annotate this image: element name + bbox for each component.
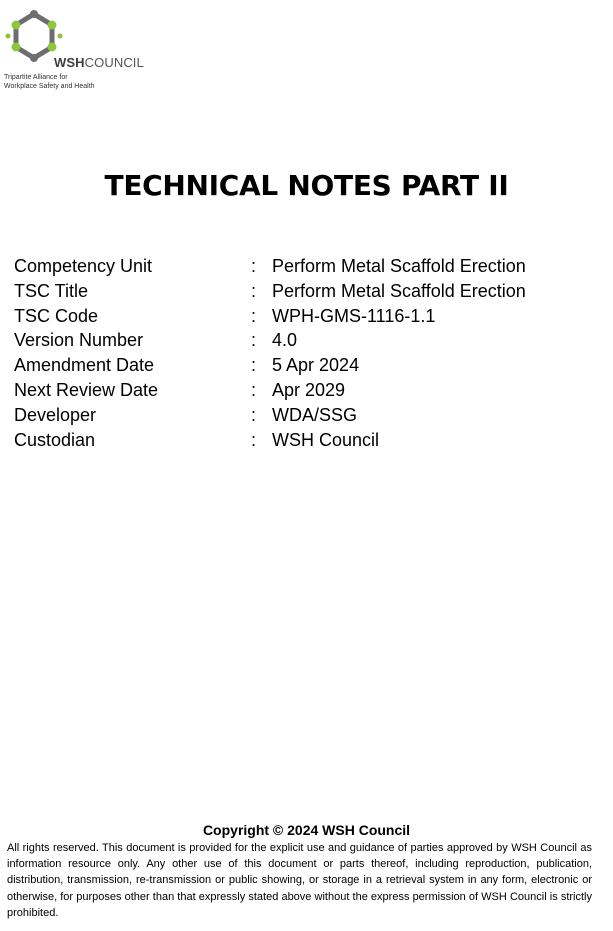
rights-statement: All rights reserved. This document is provided for the explicit use and guidance of parties approved by WSH Council as information resource only. Any other use of this document or parts thereof, including reproduction, publication, distribution, transmission, re-transmission or public showing, or storage in a retrieval system in any form, electronic or otherwise, for purposes other than that expressly stated above without the express permission of WSH Council is strictly prohibited. [7,842,592,919]
detail-separator: : [251,355,257,376]
detail-row-tsc-title [14,279,594,304]
logo-wordmark-rest: COUNCIL [84,55,144,70]
detail-row-amendment-date [14,353,594,378]
detail-value: 4.0 [272,330,298,351]
detail-separator: : [251,404,257,425]
detail-row-developer [14,403,594,428]
detail-label: TSC Code [14,305,99,326]
detail-label: Competency Unit [14,256,153,276]
detail-separator: : [251,256,257,276]
copyright-heading: Copyright © 2024 WSH Council [202,822,411,838]
detail-value: Perform Metal Scaffold Erection [272,280,526,301]
logo-tagline-line-2: Workplace Safety and Health [4,82,95,90]
detail-separator: : [251,379,257,400]
logo-wordmark-bold: WSH [54,55,85,70]
detail-separator: : [251,330,257,351]
detail-row-tsc-code [14,304,594,329]
document-title: TECHNICAL NOTES PART II [104,169,509,202]
detail-value: 5 Apr 2024 [272,355,360,376]
detail-row-next-review-date [14,378,594,403]
detail-separator: : [251,305,257,326]
logo-tagline [4,74,95,91]
detail-row-custodian [14,428,594,453]
detail-label: Custodian [14,429,96,450]
detail-label: Version Number [14,330,144,351]
detail-row-version-number [14,328,594,353]
logo-tagline-line-1: Tripartite Alliance for [4,74,68,81]
detail-value: WPH-GMS-1116-1.1 [272,305,436,326]
detail-label: Developer [14,404,97,425]
detail-label: Amendment Date [14,355,155,376]
detail-value: WDA/SSG [272,404,358,425]
detail-value: Perform Metal Scaffold Erection [272,256,526,276]
detail-row-competency-unit [14,254,594,279]
document-details-table [14,254,594,452]
detail-separator: : [251,429,257,450]
detail-value: WSH Council [272,429,380,450]
detail-value: Apr 2029 [272,379,346,400]
wsh-council-logo [4,8,204,92]
logo-wordmark [54,55,144,70]
detail-label: TSC Title [14,280,89,301]
detail-label: Next Review Date [14,379,159,400]
detail-separator: : [251,280,257,301]
